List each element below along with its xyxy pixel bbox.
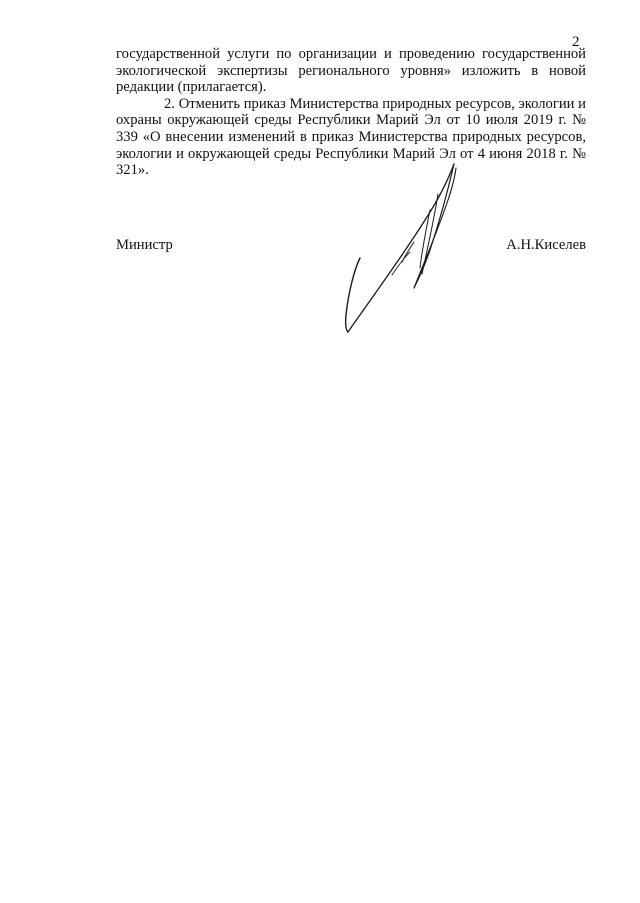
paragraph-item-2: 2. Отменить приказ Министерства природных ресурсов, экологии и охраны окружающей среды Республики Марий Эл от 10 июля 2019 г. № 339 «О внесении изменений в приказ Министерства природных ресурсов, экологии и окружающей среды Республики Марий Эл от 4 июня 2018 г. № 321». (116, 95, 586, 179)
signatory-title: Министр (116, 237, 173, 253)
page-number: 2 (572, 34, 580, 50)
handwritten-signature (330, 150, 480, 340)
paragraph-continuation: государственной услуги по организации и проведению государственной экологической экспертизы регионального уровня» изложить в новой редакции (прилагается). (116, 46, 586, 96)
signatory-name: А.Н.Киселев (506, 237, 586, 253)
